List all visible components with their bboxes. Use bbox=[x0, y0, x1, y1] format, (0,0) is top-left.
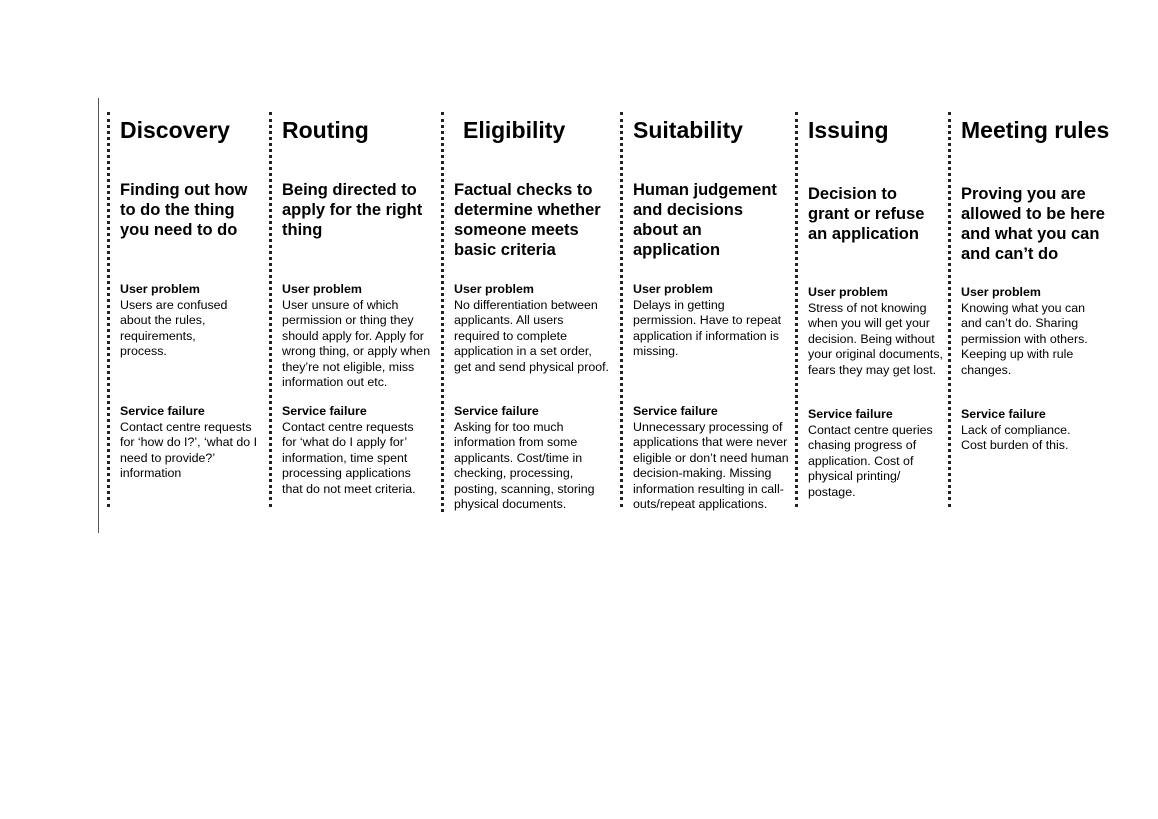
phase-title: Discovery bbox=[120, 117, 230, 143]
service-failure-label: Service failure bbox=[808, 407, 893, 421]
service-failure-block bbox=[282, 404, 438, 497]
left-margin-rule bbox=[98, 98, 99, 533]
service-failure-label: Service failure bbox=[961, 407, 1046, 421]
user-problem-block bbox=[282, 282, 438, 391]
user-problem-label: User problem bbox=[808, 285, 888, 299]
phase-column-issuing bbox=[795, 112, 949, 507]
phase-description: Decision to grant or refuse an application bbox=[808, 185, 925, 243]
user-problem-block bbox=[454, 282, 610, 375]
user-problem-text: Users are confused about the rules, requirements, process. bbox=[120, 297, 228, 358]
user-problem-block bbox=[961, 285, 1117, 378]
service-failure-block bbox=[961, 407, 1117, 454]
phase-column-suitability bbox=[620, 112, 792, 511]
phase-column-discovery bbox=[107, 112, 267, 507]
phase-title: Eligibility bbox=[463, 117, 566, 143]
phase-title: Suitability bbox=[633, 117, 743, 143]
user-problem-label: User problem bbox=[454, 282, 534, 296]
service-failure-block bbox=[808, 407, 964, 500]
user-problem-label: User problem bbox=[961, 285, 1041, 299]
service-failure-block bbox=[454, 404, 610, 513]
phase-description: Proving you are allowed to be here and what you can and can’t do bbox=[961, 185, 1105, 263]
service-failure-text: Contact centre requests for ‘what do I apply for’ information, time spent processing applications that do not meet criteria. bbox=[282, 419, 416, 496]
phase-description: Human judgement and decisions about an application bbox=[633, 181, 777, 259]
service-failure-text: Contact centre requests for ‘how do I?’, ‘what do I need to provide?’ information bbox=[120, 419, 258, 480]
service-failure-text: Unnecessary processing of applications that were never eligible or don’t need human decision-making. Missing information resulting in call-outs/repeat applications. bbox=[633, 419, 789, 511]
user-problem-label: User problem bbox=[120, 282, 200, 296]
service-failure-label: Service failure bbox=[282, 404, 367, 418]
service-failure-text: Lack of compliance. Cost burden of this. bbox=[961, 422, 1071, 452]
phase-title: Routing bbox=[282, 117, 369, 143]
user-problem-block bbox=[633, 282, 789, 360]
service-failure-label: Service failure bbox=[633, 404, 718, 418]
phase-description: Being directed to apply for the right thing bbox=[282, 181, 423, 239]
user-problem-label: User problem bbox=[633, 282, 713, 296]
phase-column-eligibility bbox=[441, 112, 613, 512]
service-failure-label: Service failure bbox=[120, 404, 205, 418]
user-problem-block bbox=[808, 285, 964, 378]
user-problem-text: Stress of not knowing when you will get your decision. Being without your original documents, fears they may get lost. bbox=[808, 300, 943, 377]
service-failure-block bbox=[633, 404, 789, 513]
service-failure-label: Service failure bbox=[454, 404, 539, 418]
user-problem-text: No differentiation between applicants. All users required to complete application in a set order, get and send physical proof. bbox=[454, 297, 609, 374]
service-failure-block bbox=[120, 404, 276, 482]
user-problem-text: Delays in getting permission. Have to repeat application if information is missing. bbox=[633, 297, 782, 358]
phase-column-meeting-rules bbox=[948, 112, 1120, 507]
phase-title: Meeting rules bbox=[961, 117, 1110, 143]
service-failure-text: Contact centre queries chasing progress of application. Cost of physical printing/ postage. bbox=[808, 422, 933, 499]
phase-column-routing bbox=[269, 112, 439, 507]
user-problem-text: User unsure of which permission or thing they should apply for. Apply for wrong thing, or apply when they’re not eligible, miss information out etc. bbox=[282, 297, 431, 389]
phase-description: Factual checks to determine whether someone meets basic criteria bbox=[454, 181, 601, 259]
user-problem-label: User problem bbox=[282, 282, 362, 296]
phase-title: Issuing bbox=[808, 117, 889, 143]
user-problem-block bbox=[120, 282, 276, 360]
service-failure-text: Asking for too much information from some applicants. Cost/time in checking, processing, posting, scanning, storing physical documents. bbox=[454, 419, 595, 511]
user-problem-text: Knowing what you can and can’t do. Sharing permission with others. Keeping up with rule changes. bbox=[961, 300, 1088, 377]
phase-description: Finding out how to do the thing you need to do bbox=[120, 181, 248, 239]
